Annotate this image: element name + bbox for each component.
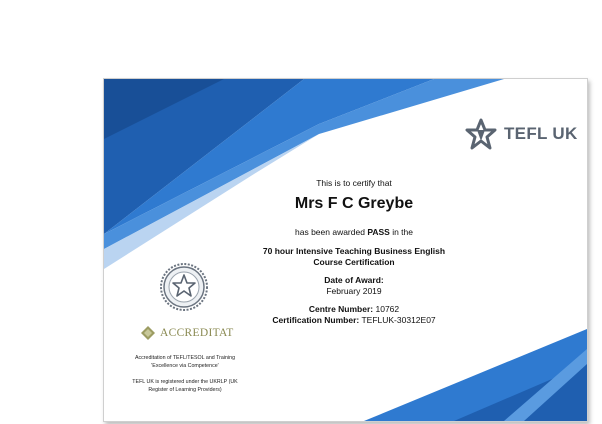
registration-statement [120,378,250,394]
date-value: February 2019 [326,286,382,296]
centre-label: Centre Number: [308,304,374,314]
accreditat-logo [140,325,234,341]
accreditat-text: ACCREDITAT [160,327,234,339]
cert-value: TEFLUK-30312E07 [361,315,436,325]
accreditation-seal-icon [159,262,209,312]
recipient-name: Mrs F C Greybe [294,195,414,212]
tefl-star-logo-icon [464,117,498,151]
awarded-suffix: in the [389,227,413,237]
awarded-grade: PASS [367,227,390,237]
accreditat-diamond-icon [140,325,156,341]
certification-number [224,315,484,325]
centre-value: 10762 [375,304,400,314]
accreditation-line-1: Accreditation of TEFL/TESOL and Training [134,355,236,361]
tefl-uk-logo [464,117,578,151]
date-label: Date of Award: [324,275,384,285]
certify-intro: This is to certify that [316,178,392,188]
course-line-1: 70 hour Intensive Teaching Business English [262,246,446,256]
cert-label: Certification Number: [272,315,360,325]
centre-number [224,304,484,314]
course-title [224,246,484,268]
registration-line-1: TEFL UK is registered under the UKRLP (UK [132,379,238,385]
course-line-2: Course Certification [313,257,395,267]
brand-name: TEFL UK [504,124,578,143]
registration-line-2: Register of Learning Providers) [148,387,222,393]
awarded-line [224,227,484,237]
accreditation-line-2: 'Excellence via Competence' [151,363,219,369]
awarded-prefix: has been awarded [295,227,368,237]
accreditation-statement [120,354,250,370]
certificate [103,78,588,422]
